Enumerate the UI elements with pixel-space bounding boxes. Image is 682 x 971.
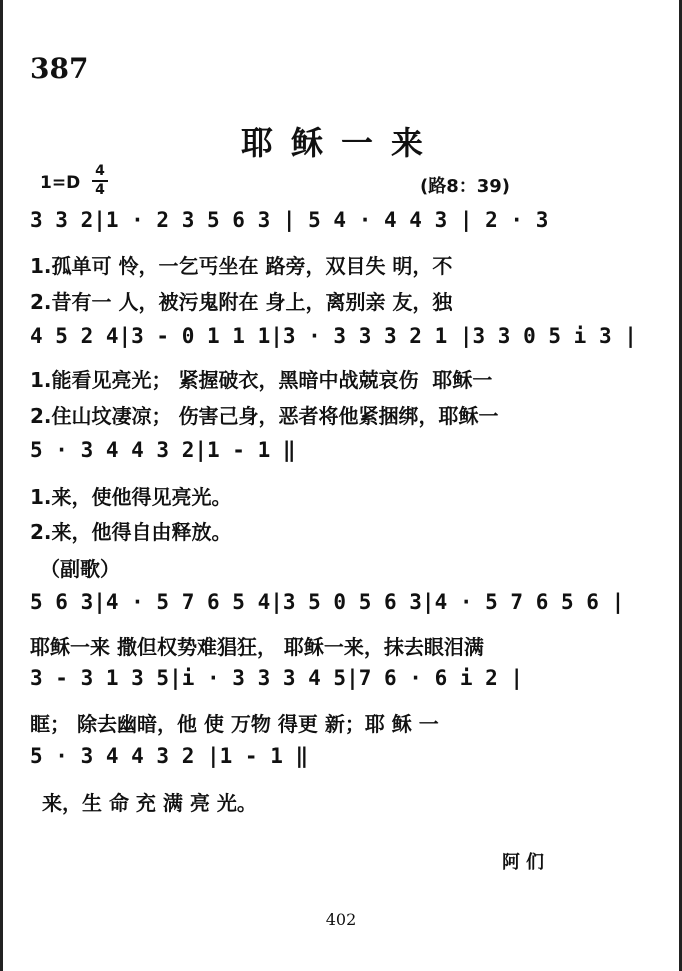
verse-notes-line-1: 3 3 2|1 · 2 3 5 6 3 | 5 4 · 4 4 3 | 2 · 3 — [30, 208, 549, 232]
verse-lyrics-1b: 2.昔有一 人，被污鬼附在 身上，离别亲 友，独 — [30, 290, 453, 314]
verse-lyrics-3b: 2.来，他得自由释放。 — [30, 520, 232, 544]
chorus-lyrics-2: 眶； 除去幽暗，他 使 万物 得更 新；耶 稣 一 — [30, 712, 439, 736]
verse-lyrics-1a: 1.孤单可 怜，一乞丐坐在 路旁，双目失 明，不 — [30, 254, 453, 278]
key-signature: 1=D — [40, 173, 81, 193]
verse-notes-line-2: 4 5 2 4|3 - 0 1 1 1|3 · 3 3 3 2 1 |3 3 0 5 i 3 | — [30, 324, 637, 348]
time-signature-top: 4 — [95, 163, 105, 179]
verse-notes-line-3: 5 · 3 4 4 3 2|1 - 1 ‖ — [30, 438, 296, 462]
verse-lyrics-2a: 1.能看见亮光； 紧握破衣，黑暗中战兢哀伤 耶稣一 — [30, 368, 493, 392]
verse-lyrics-2b: 2.住山坟凄凉； 伤害己身，恶者将他紧捆绑，耶稣一 — [30, 404, 499, 428]
chorus-notes-line-3: 5 · 3 4 4 3 2 |1 - 1 ‖ — [30, 744, 309, 768]
chorus-lyrics-3: 来，生 命 充 满 亮 光。 — [42, 791, 257, 815]
chorus-label: （副歌） — [40, 557, 120, 581]
page-number: 402 — [325, 910, 357, 929]
amen: 阿们 — [502, 852, 550, 873]
hymn-title: 耶稣一来 — [240, 124, 441, 162]
hymn-number: 387 — [30, 52, 89, 85]
scripture-reference: (路8：39) — [420, 176, 511, 197]
chorus-lyrics-1: 耶稣一来 撒但权势难猖狂， 耶稣一来，抹去眼泪满 — [30, 635, 484, 659]
chorus-notes-line-1: 5 6 3|4 · 5 7 6 5 4|3 5 0 5 6 3|4 · 5 7 6 5 6 | — [30, 590, 625, 614]
time-signature-bottom: 4 — [95, 182, 105, 198]
verse-lyrics-3a: 1.来，使他得见亮光。 — [30, 485, 232, 509]
time-signature — [92, 164, 108, 198]
chorus-notes-line-2: 3 - 3 1 3 5|i · 3 3 3 4 5|7 6 · 6 i 2 | — [30, 666, 524, 690]
